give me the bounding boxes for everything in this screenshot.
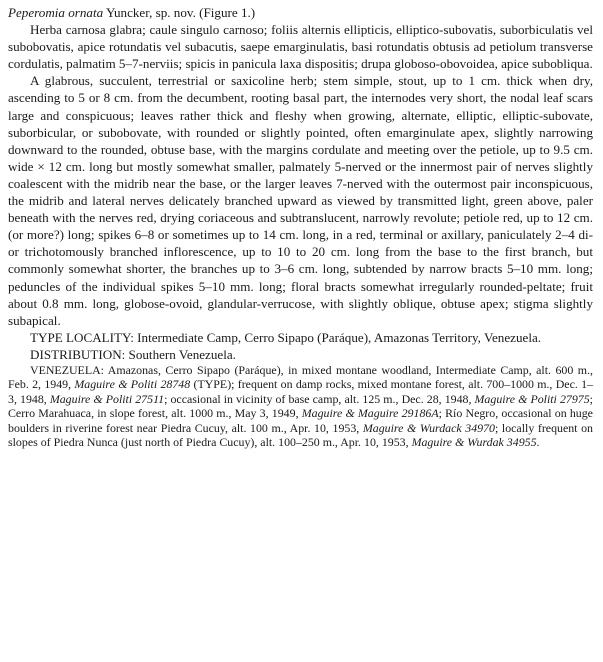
collector-number: Maguire & Politi 27975 [474,391,590,406]
citation-text: VENEZUELA: Amazonas, Cerro Sipapo (Paráque), in mixed montane woodland, Intermediate Camp, alt. 600 m., Feb. 2, 1949, [8,362,593,392]
collector-number: Maguire & Maguire 29186A [301,406,439,421]
collector-number: Maguire & Wurdak 34955 [411,435,537,450]
collector-number: Maguire & Wurdack 34970 [362,420,495,435]
species-heading [8,4,593,21]
specimen-citations [8,363,593,450]
distribution: DISTRIBUTION: Southern Venezuela. [30,346,236,362]
citation-text: ; locally frequent on slopes of Piedra Nunca (just north of Piedra Cucuy), alt. 100–250 m., Apr. 10, 1953, [8,420,593,450]
english-description: A glabrous, succulent, terrestrial or saxicoline herb; stem simple, stout, up to 1 cm. thick when dry, ascending to 5 or 8 cm. from the decumbent, rooting basal part, the internodes very short, the nodal leaf scars large and conspicuous; leaves rather thick and fleshy when growing, alternate, elliptic, elliptic-subovate, suborbicular, or subobovate, with rounded or slightly pointed, often emarginulate apex, slightly narrowing downward to the rounded, obtuse base, with the margins cordulate and meeting over the petiole, up to 9.5 cm. wide × 12 cm. long but mostly somewhat smaller, palmately 5-nerved or the innermost pair of nerves slightly coalescent with the midrib near the base, or the larger leaves 7-nerved with the outermost pair inconspicuous, the midrib and lateral nerves delicately branched upward as viewed by transmitted light, green above, paler beneath with the nerves red, drying coriaceous and subtranslucent, narrowly revolute; petiole red, up to 12 cm. (or more?) long; spikes 6–8 or sometimes up to 14 cm. long, in a red, terminal or axillary, paniculately 2–4 di- or trichotomously branched inflorescence, up to 10 to 20 cm. long from the base to the first branch, but commonly somewhat shorter, the branches up to 3–6 cm. long, subtended by narrow bracts 5–10 mm. long; peduncles of the individual spikes 5–10 mm. long; floral bracts somewhat irregularly rounded-peltate; fruit about 0.8 mm. long, globose-ovoid, glandular-verrucose, with slightly oblique, obtuse apex; stigma slightly subapical. [8,73,593,328]
species-name: Peperomia ornata [8,5,104,20]
type-locality: TYPE LOCALITY: Intermediate Camp, Cerro Sipapo (Paráque), Amazonas Territory, Venezuela. [30,329,542,345]
species-author: Yuncker, sp. nov. (Figure 1.) [105,5,256,20]
citation-text: ; occasional in vicinity of base camp, alt. 125 m., Dec. 28, 1948, [164,391,475,406]
citation-text: ; Cerro Marahuaca, in slope forest, alt. 1000 m., May 3, 1949, [8,391,593,421]
collector-number: Maguire & Politi 27511 [49,391,165,406]
latin-description: Herba carnosa glabra; caule singulo carnoso; foliis alternis ellipticis, elliptico-subovatis, suborbiculatis vel subobovatis, apice rotundatis vel subacutis, saepe emarginulatis, basi rotundatis obtusis ad petiolum transverse cordulatis, palmatim 5–7-nerviis; spicis in panicula laxa dispositis; drupa globoso-obovoidea, apice subobliqua. [8,22,593,72]
citation-text: (TYPE); frequent on damp rocks, mixed montane forest, alt. 700–1000 m., Dec. 1–3, 1948, [8,377,594,406]
citation-text: ; Río Negro, occasional on huge boulders in riverine forest near Piedra Cucuy, alt. 100 m., Apr. 10, 1953, [8,406,593,435]
citation-text: . [536,435,540,450]
collector-number: Maguire & Politi 28748 [74,377,191,392]
